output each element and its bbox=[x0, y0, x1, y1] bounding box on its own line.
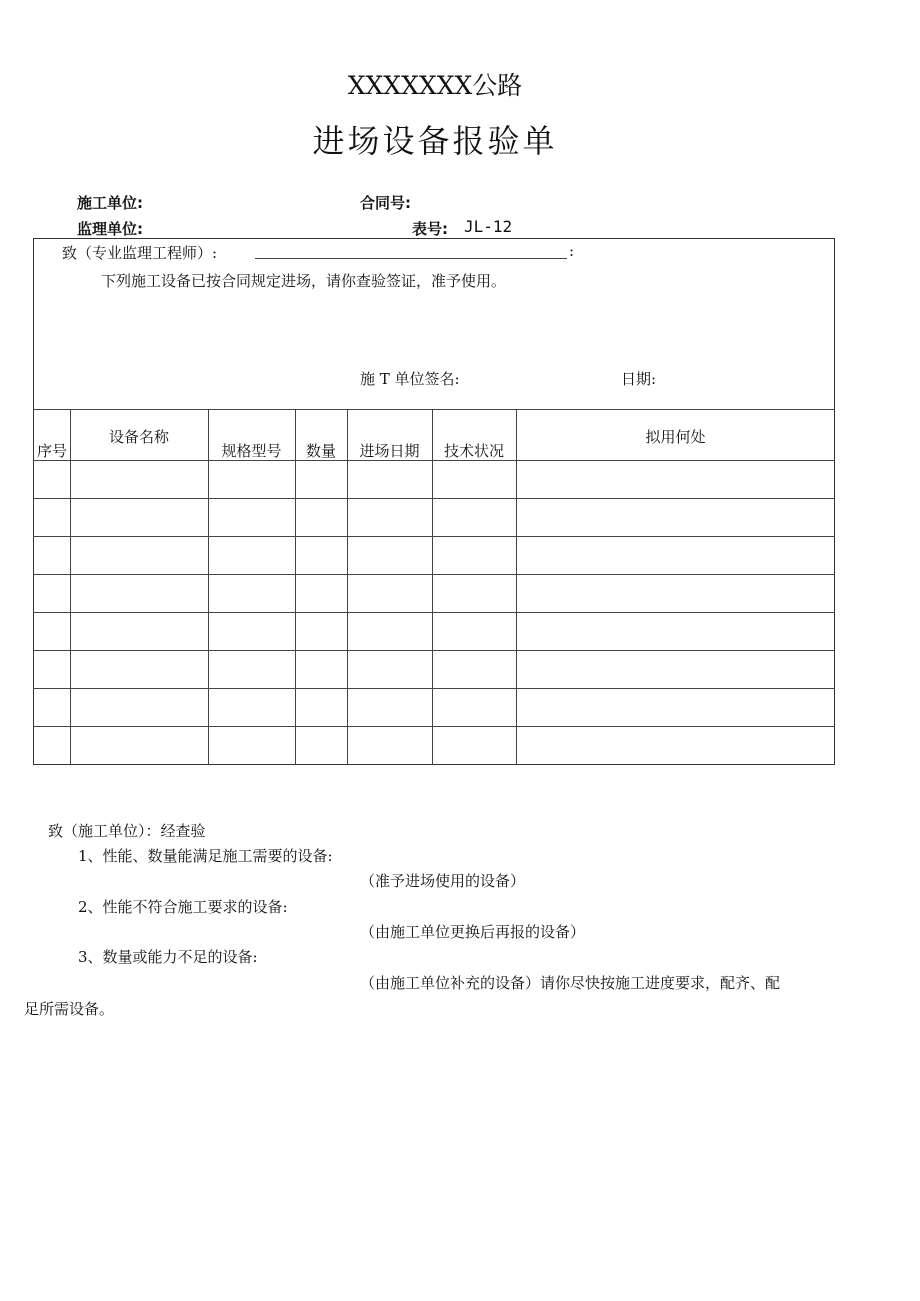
table-row-line bbox=[33, 536, 835, 537]
response-item-1: 1、性能、数量能满足施工需要的设备: bbox=[78, 847, 333, 865]
table-row-line bbox=[33, 650, 835, 651]
col-header-equipment-name: 设备名称 bbox=[108, 428, 169, 446]
form-box bbox=[33, 238, 835, 765]
table-col-line bbox=[432, 409, 433, 765]
contractor-label: 施工单位: bbox=[77, 194, 143, 212]
col-header-spec-model: 规格型号 bbox=[221, 442, 282, 460]
date-label: 日期: bbox=[621, 370, 657, 388]
form-no-value: JL-12 bbox=[464, 217, 513, 236]
table-row-line bbox=[33, 574, 835, 575]
response-item-1-note: （准予进场使用的设备） bbox=[360, 872, 526, 890]
table-col-line bbox=[295, 409, 296, 765]
table-row-line bbox=[33, 726, 835, 727]
col-header-intended-use: 拟用何处 bbox=[645, 428, 706, 446]
table-col-line bbox=[208, 409, 209, 765]
response-item-2: 2、性能不符合施工要求的设备: bbox=[78, 898, 288, 916]
request-to-line: 致（专业监理工程师）: bbox=[62, 244, 218, 262]
table-row-line bbox=[33, 688, 835, 689]
col-header-quantity: 数量 bbox=[305, 442, 336, 460]
table-row-line bbox=[33, 498, 835, 499]
table-col-line bbox=[516, 409, 517, 765]
response-item-2-note: （由施工单位更换后再报的设备） bbox=[360, 923, 586, 941]
form-no-label: 表号: bbox=[412, 220, 448, 238]
supervisor-label: 监理单位: bbox=[77, 220, 143, 238]
response-to-line: 致（施工单位）：经查验 bbox=[48, 822, 206, 840]
col-header-entry-date: 进场日期 bbox=[359, 442, 420, 460]
signature-label: 施 T 单位签名: bbox=[360, 370, 460, 388]
table-col-line bbox=[347, 409, 348, 765]
road-title: XXXXXXX公路 bbox=[347, 71, 523, 100]
table-row-line bbox=[33, 612, 835, 613]
response-item-3: 3、数量或能力不足的设备: bbox=[78, 948, 258, 966]
table-col-line bbox=[70, 409, 71, 765]
response-item-3-continued: 足所需设备。 bbox=[24, 1000, 115, 1018]
table-top-border bbox=[33, 409, 835, 410]
contract-no-label: 合同号: bbox=[360, 194, 411, 212]
request-line-end: : bbox=[569, 242, 575, 260]
col-header-index: 序号 bbox=[36, 442, 67, 460]
response-item-3-note: （由施工单位补充的设备）请你尽快按施工进度要求，配齐、配 bbox=[360, 974, 781, 992]
request-body: 下列施工设备已按合同规定进场，请你查验签证，准予使用。 bbox=[101, 272, 507, 290]
col-header-tech-status: 技术状况 bbox=[443, 442, 504, 460]
engineer-name-line bbox=[255, 258, 567, 259]
form-title: 进场设备报验单 bbox=[312, 122, 558, 160]
